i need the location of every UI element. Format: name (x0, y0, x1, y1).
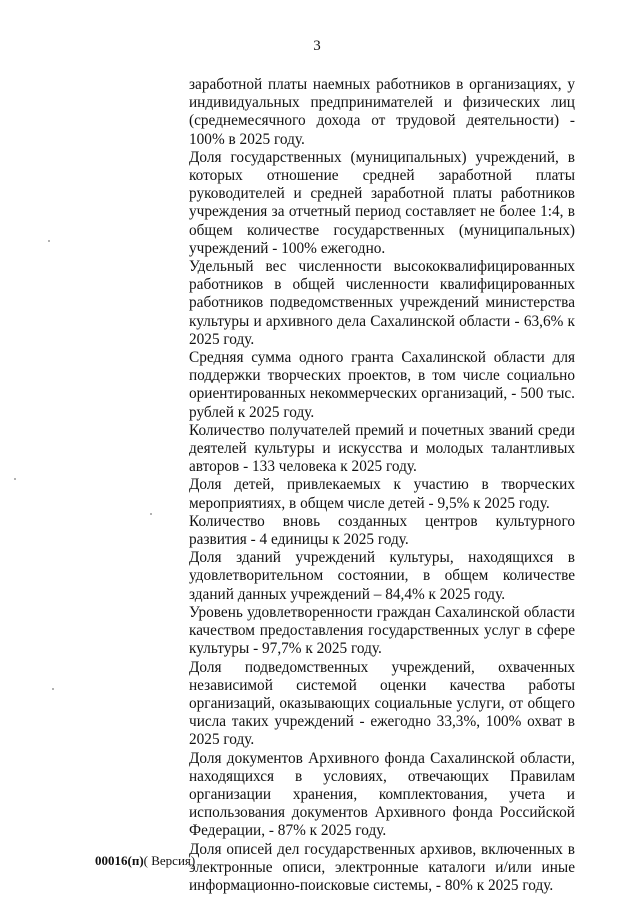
document-body (189, 76, 575, 895)
paragraph-award-recipients (189, 422, 575, 477)
paragraph-qualified-staff (189, 258, 575, 349)
paragraph-cultural-centers (189, 513, 575, 549)
scan-speck (52, 688, 54, 690)
paragraph-text: Уровень удовлетворенности граждан Сахалинской области качеством предоставления государственных услуг в сфере культуры - 97,7% к 2025 году. (189, 603, 575, 658)
paragraph-buildings-condition (189, 549, 575, 604)
paragraph-institutions-share (189, 149, 575, 258)
footer-version-label: ( Версия) (143, 853, 196, 868)
paragraph-text: Доля документов Архивного фонда Сахалинской области, находящихся в условиях, отвечающих Правилам организации хранения, комплектования, учета и использования документов Архивного фонда Российской Федерации, - 87% к 2025 году. (189, 749, 575, 840)
paragraph-text: Количество получателей премий и почетных званий среди деятелей культуры и искусства и молодых талантливых авторов - 133 человека к 2025 году. (189, 421, 575, 476)
scan-speck (14, 478, 16, 480)
paragraph-wage-ratio (189, 76, 575, 149)
paragraph-quality-assessment (189, 659, 575, 750)
scan-speck (48, 240, 50, 242)
paragraph-electronic-inventories (189, 841, 575, 896)
paragraph-text: Доля описей дел государственных архивов, включенных в электронные описи, электронные каталоги и/или иные информационно-поисковые системы, - 80% к 2025 году. (189, 840, 575, 894)
paragraph-children-share (189, 476, 575, 512)
paragraph-text: Доля государственных (муниципальных) учреждений, в которых отношение средней заработной платы руководителей и средней заработной платы работников учреждения за отчетный период составляет не более 1:4, в общем количестве государственных (муниципальных) учреждений - 100% ежегодно. (189, 148, 575, 257)
document-footer (95, 853, 195, 869)
footer-code: 00016(п) (95, 853, 144, 868)
paragraph-text: Доля детей, привлекаемых к участию в творческих мероприятиях, в общем числе детей - 9,5% к 2025 году. (189, 476, 575, 512)
paragraph-text: Доля зданий учреждений культуры, находящихся в удовлетворительном состоянии, в общем количестве зданий данных учреждений – 84,4% к 2025 году. (189, 549, 575, 603)
paragraph-text: заработной платы наемных работников в организациях, у индивидуальных предпринимателей и физических лиц (среднемесячного дохода от трудовой деятельности) - 100% в 2025 году. (189, 76, 575, 148)
paragraph-text: Удельный вес численности высококвалифицированных работников в общей численности квалифицированных работников подведомственных учреждений министерства культуры и архивного дела Сахалинской области - 63,6% к 2025 году. (189, 258, 575, 348)
scan-speck (150, 513, 152, 515)
paragraph-text: Количество вновь созданных центров культурного развития - 4 единицы к 2025 году. (189, 512, 575, 549)
page-number: 3 (313, 38, 321, 54)
paragraph-archive-documents (189, 750, 575, 841)
paragraph-citizen-satisfaction (189, 604, 575, 659)
paragraph-text: Средняя сумма одного гранта Сахалинской области для поддержки творческих проектов, в том числе социально ориентированных некоммерческих организаций, - 500 тыс. рублей к 2025 году. (189, 349, 575, 421)
paragraph-grant-amount (189, 349, 575, 422)
paragraph-text: Доля подведомственных учреждений, охваченных независимой системой оценки качества работы организаций, оказывающих социальные услуги, от общего числа таких учреждений - ежегодно 33,3%, 100% охват в 2025 году. (189, 658, 575, 749)
